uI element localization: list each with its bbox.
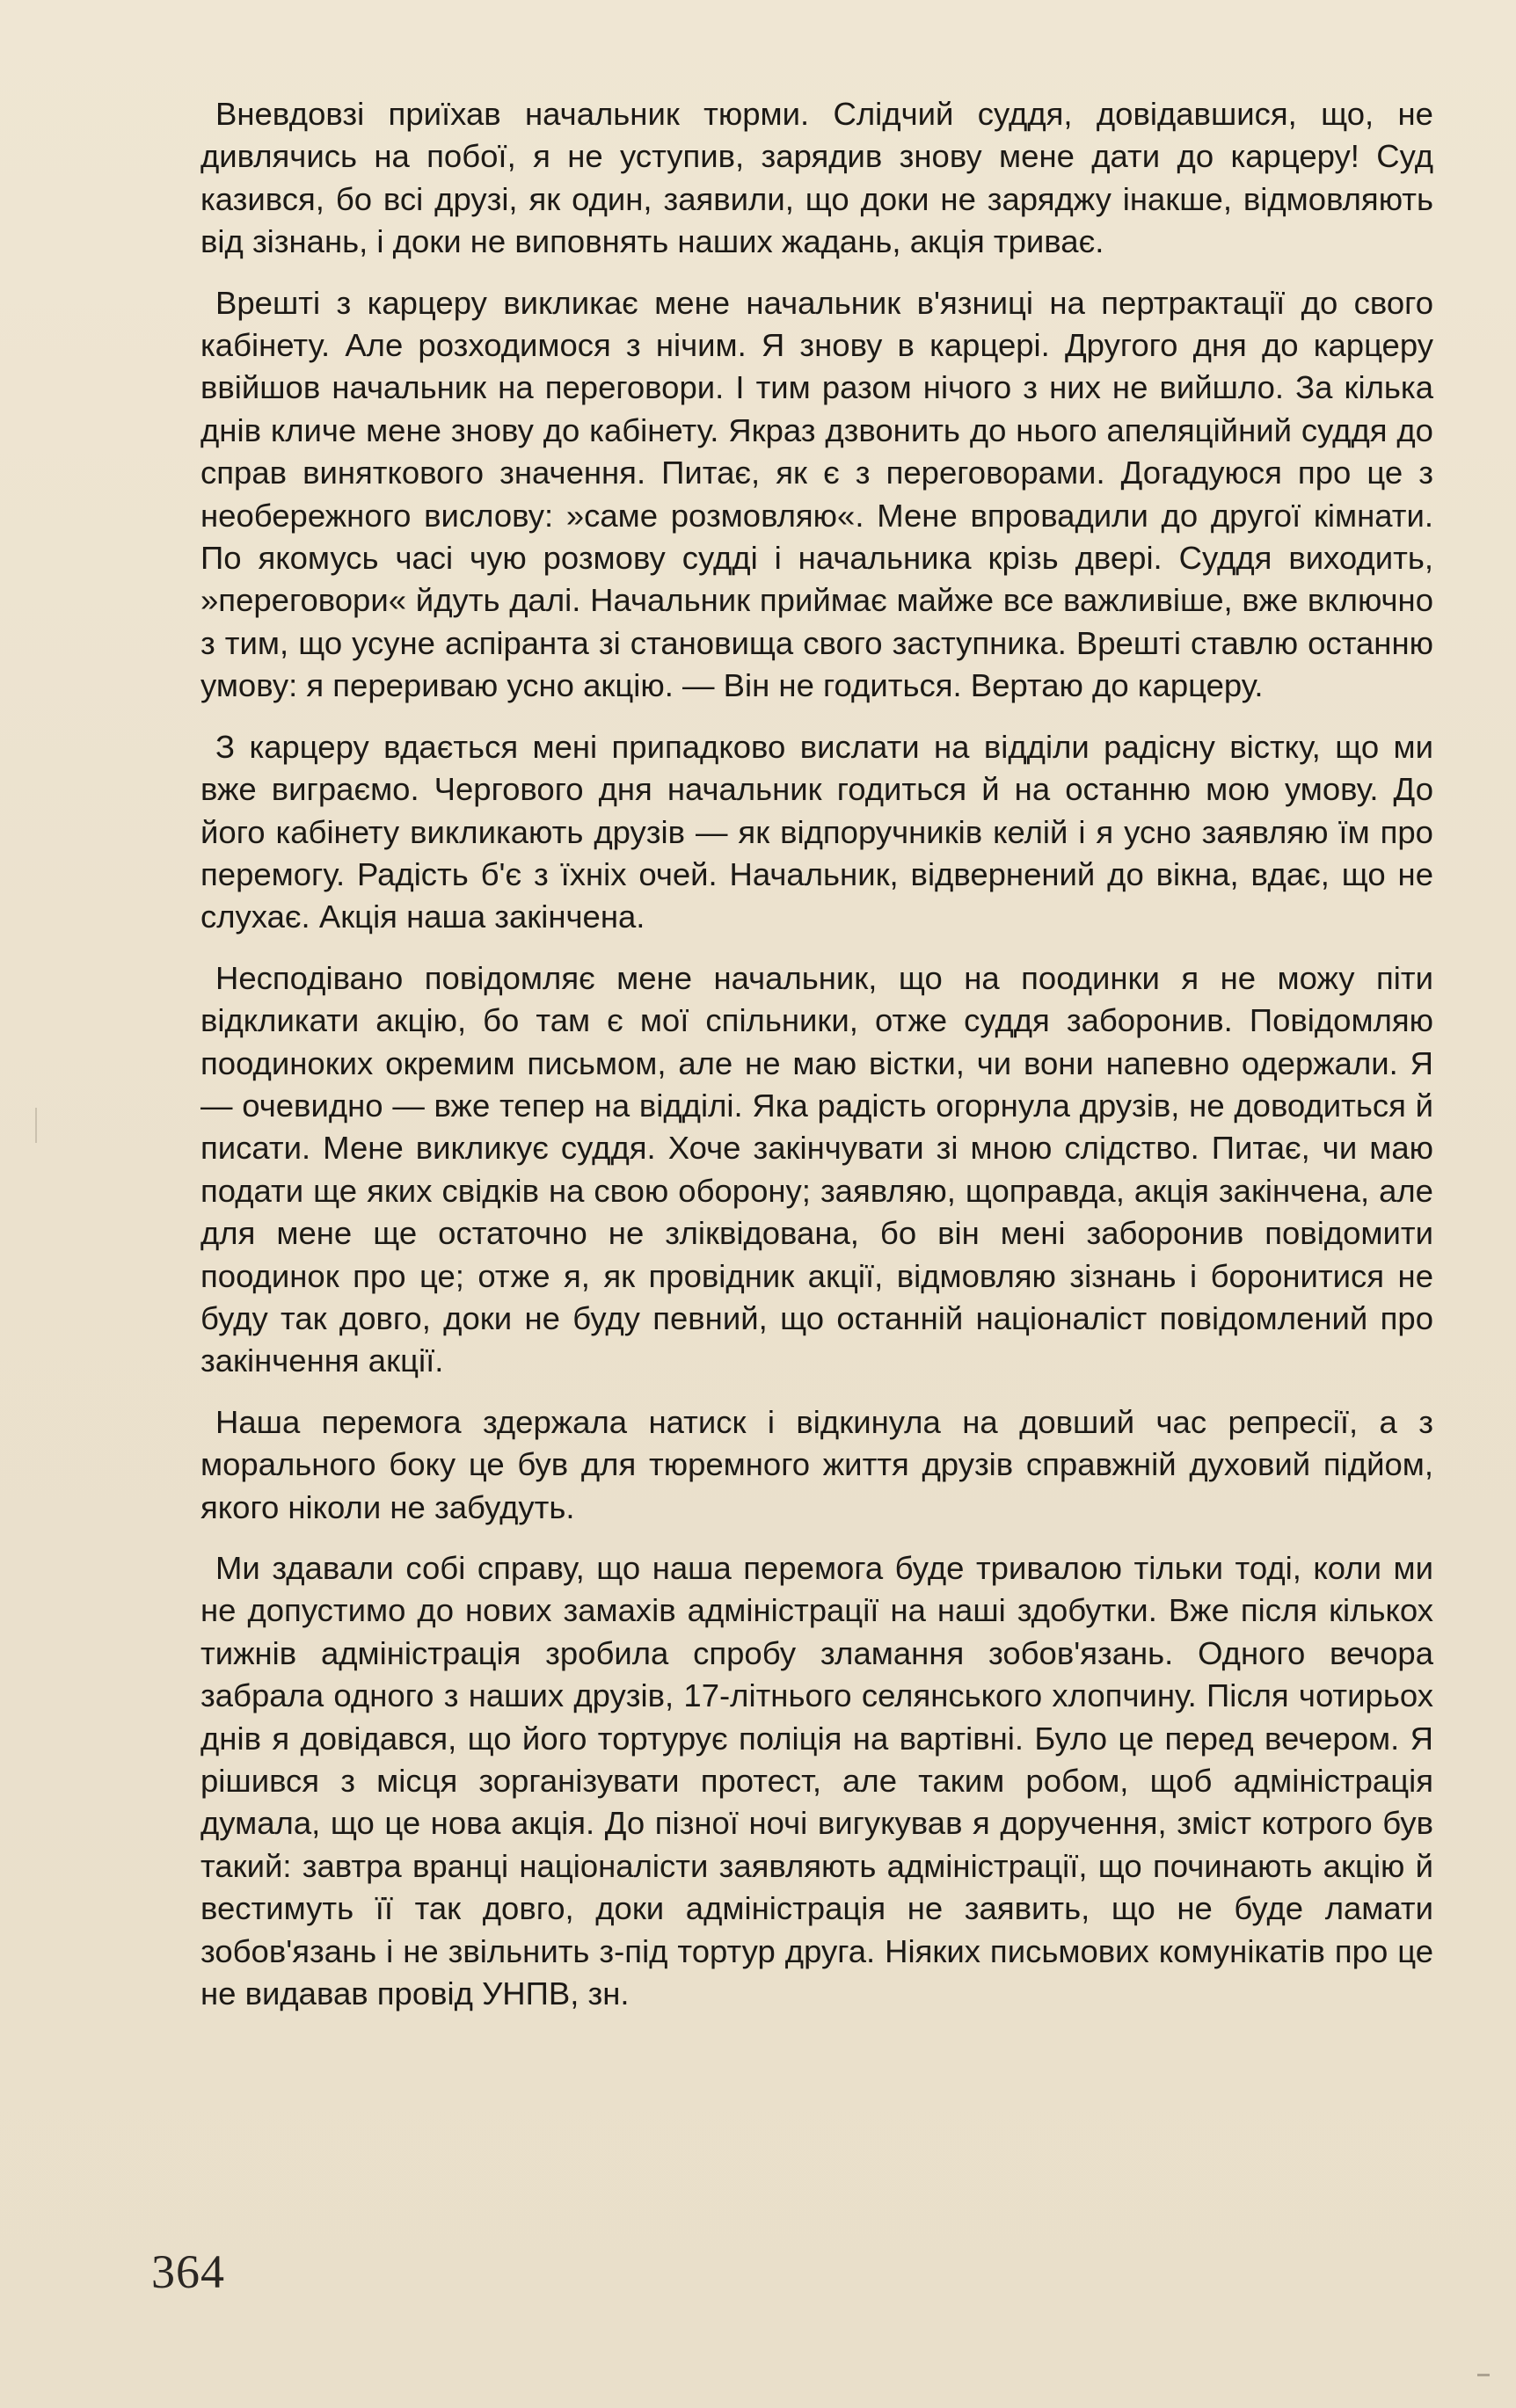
paragraph-4: Несподівано повідомляє мене начальник, що на поодинки я не можу піти відкликати акцію, бо там є мої спільники, отже суддя заборонив. Повідомляю поодиноких окремим письмом, але не маю вістки, чи вони напевно одержали. Я — очевидно — вже тепер на відділі. Яка радість огорнула друзів, не доводиться й писати. Мене викликує суддя. Хоче закінчувати зі мною слідство. Питає, чи маю подати ще яких свідків на свою оборону; заявляю, щоправда, акція закінчена, але для мене ще остаточно не зліквідована, бо він мені заборонив повідомити поодинок про це; отже я, як провідник акції, відмовляю зізнань і боронитися не буду так довго, доки не буду певний, що останній націоналіст повідомлений про закінчення акції.: [200, 959, 1433, 1379]
paragraph-3: З карцеру вдається мені припадково вислати на відділи радісну вістку, що ми вже виграємо. Чергового дня начальник годиться й на останню мою умову. До його кабінету викликають друзів — як відпоручників келій і я усно заявляю їм про перемогу. Радість б'є з їхніх очей. Начальник, відвернений до вікна, вдає, що не слухає. Акція наша закінчена.: [200, 728, 1433, 935]
margin-speck: [35, 1108, 37, 1143]
text-column: [200, 93, 1433, 2033]
paragraph-6: Ми здавали собі справу, що наша перемога буде тривалою тільки тоді, коли ми не допустимо до нових замахів адміністрації на наші здобутки. Вже після кількох тижнів адміністрація зробила спробу зламання зобов'язань. Одного вечора забрала одного з наших друзів, 17-літнього селянського хлопчину. Після чотирьох днів я довідався, що його тортурує поліція на вартівні. Було це перед вечером. Я рішився з місця зорганізувати протест, але таким робом, щоб адміністрація думала, що це нова акція. До пізної ночі вигукував я доручення, зміст котрого був такий: завтра вранці націоналісти заявляють адміністрації, що починають акцію й вестимуть її так довго, доки адміністрація не заявить, що не буде ламати зобов'язань і не звільнить з-під тортур друга. Ніяких письмових комунікатів про це не видавав провід УНПВ, зн.: [200, 1550, 1433, 2012]
margin-speck: [1477, 2374, 1490, 2376]
paragraph-2: Врешті з карцеру викликає мене начальник в'язниці на пертрактації до свого кабінету. Але розходимося з нічим. Я знову в карцері. Другого дня до карцеру ввійшов начальник на переговори. І тим разом нічого з них не вийшло. За кілька днів кличе мене знову до кабінету. Якраз дзвонить до нього апеляційний суддя до справ винятковогo значення. Питає, як є з переговорами. Догадуюся про це з необережного вислову: »саме розмовляю«. Мене впровадили до другої кімнати. По якомусь часі чую розмову судді і начальника крізь двері. Суддя виходить, »переговори« йдуть далі. Начальник приймає майже все важливіше, вже включно з тим, що усуне аспіранта зі становища свого заступника. Врешті ставлю останню умову: я перериваю усно акцію. — Він не годиться. Вертаю до карцеру.: [200, 284, 1433, 704]
paragraph-5: Наша перемога здержала натиск і відкинула на довший час репресії, а з морального боку це був для тюремного життя друзів справжній духовий підйом, якого ніколи не забудуть.: [200, 1403, 1433, 1525]
paragraph-1: Вневдовзі приїхав начальник тюрми. Слідчий суддя, довідавшися, що, не дивлячись на побої, я не уступив, зарядив знову мене дати до карцеру! Суд казився, бо всі друзі, як один, заявили, що доки не заряджу інакше, відмовляють від зізнань, і доки не виповнять наших жадань, акція триває.: [200, 96, 1433, 260]
page-number: 364: [151, 2245, 225, 2298]
